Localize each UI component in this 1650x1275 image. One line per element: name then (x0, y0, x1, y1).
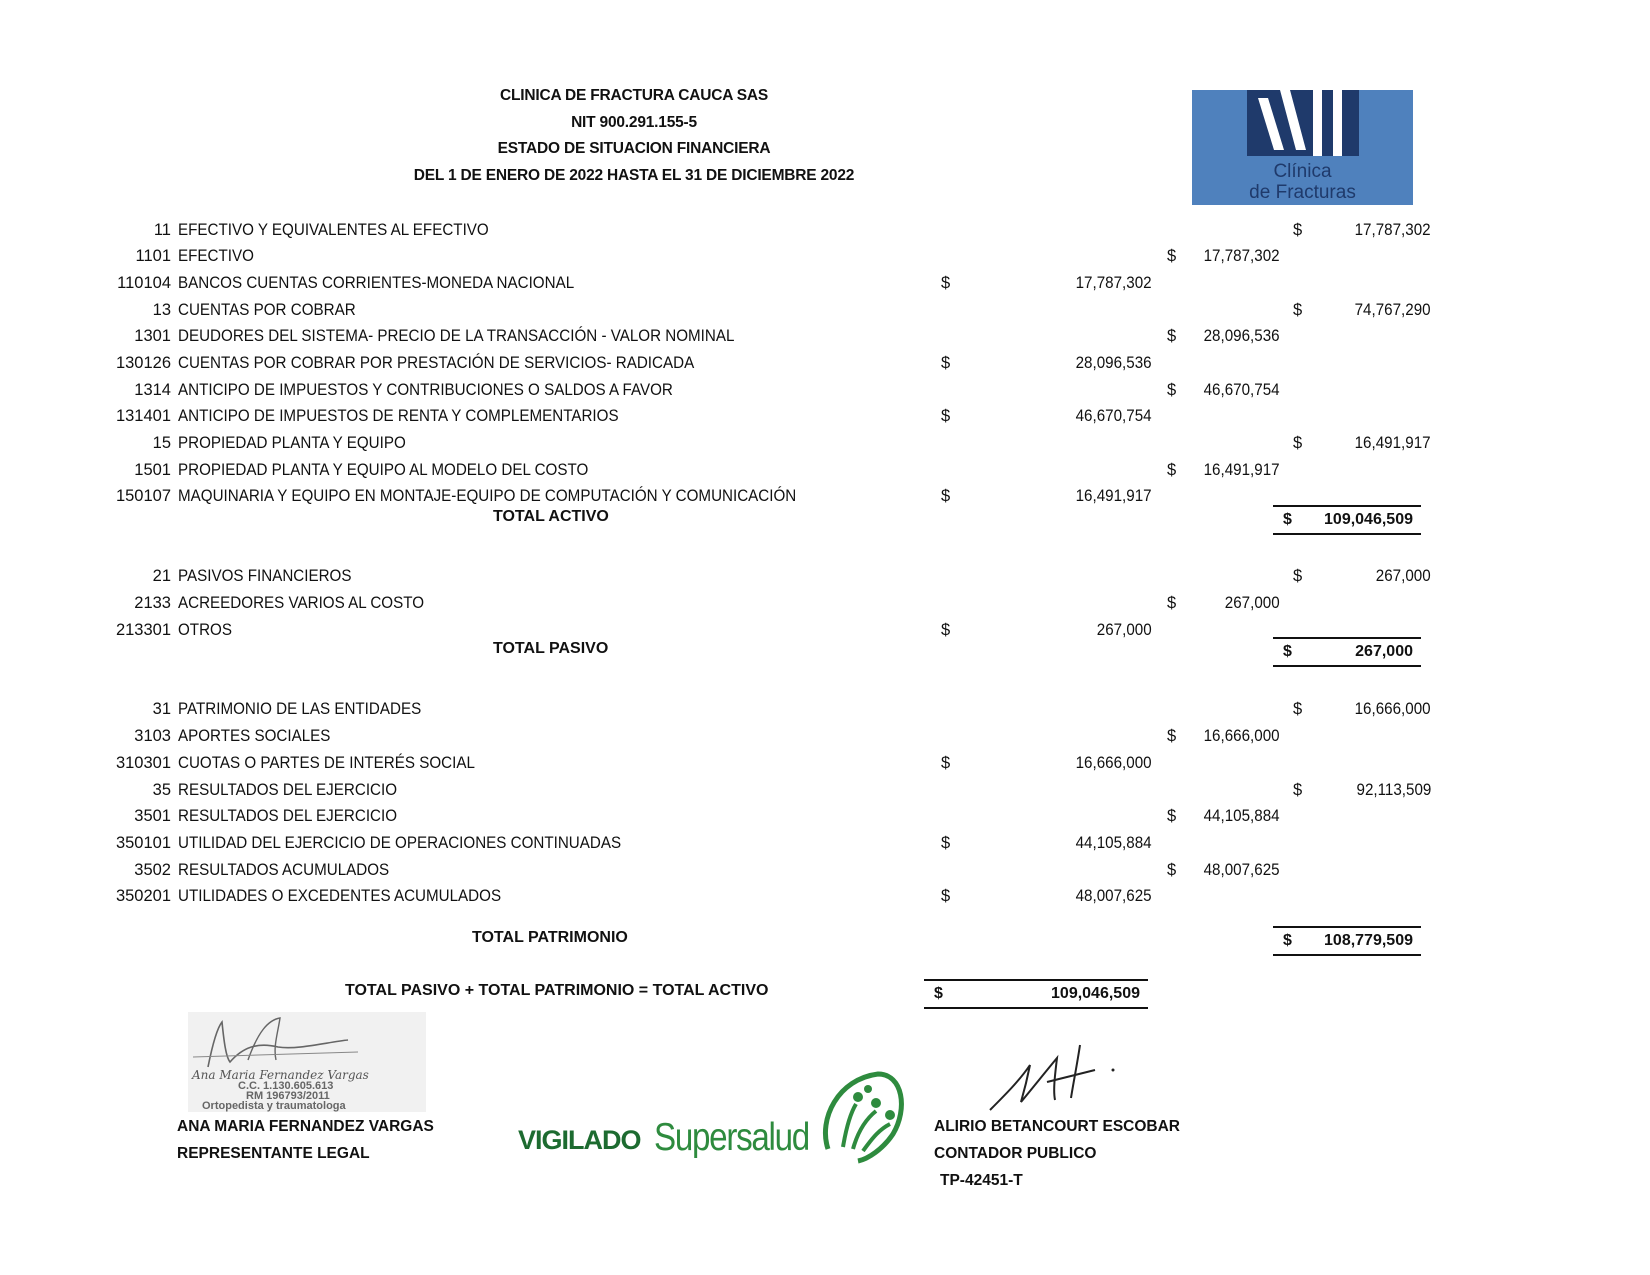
total-activo-box (1273, 505, 1421, 535)
accountant-signature-icon (985, 1040, 1125, 1120)
total-pasivo-label: TOTAL PASIVO (493, 640, 609, 657)
currency-symbol: $ (1283, 511, 1292, 528)
account-code: 11 (153, 221, 171, 239)
currency-symbol: $ (941, 487, 951, 505)
account-code: 131401 (115, 407, 171, 425)
account-amount: 28,096,536 (1204, 327, 1280, 345)
currency-symbol: $ (941, 834, 951, 852)
currency-symbol: $ (1293, 434, 1303, 452)
account-row (0, 858, 1650, 882)
account-code: 1501 (134, 461, 171, 479)
currency-symbol: $ (1293, 700, 1303, 718)
account-code: 350101 (115, 834, 171, 852)
account-code: 3502 (134, 861, 171, 879)
account-code: 3103 (134, 727, 171, 745)
account-name: ACREEDORES VARIOS AL COSTO (178, 594, 425, 612)
currency-symbol: $ (941, 354, 951, 372)
accountant-tp: TP-42451-T (940, 1172, 1023, 1189)
total-patrimonio-amount: 108,779,509 (1324, 932, 1413, 949)
currency-symbol: $ (1167, 327, 1177, 345)
account-code: 1314 (134, 381, 171, 399)
account-name: MAQUINARIA Y EQUIPO EN MONTAJE-EQUIPO DE COMPUTACIÓN Y COMUNICACIÓN (178, 487, 797, 505)
account-row (0, 804, 1650, 828)
account-amount: 16,491,917 (1076, 487, 1152, 505)
account-code: 1301 (134, 327, 171, 345)
account-name: CUOTAS O PARTES DE INTERÉS SOCIAL (178, 754, 475, 772)
account-amount: 16,666,000 (1076, 754, 1152, 772)
account-name: EFECTIVO Y EQUIVALENTES AL EFECTIVO (178, 221, 489, 239)
currency-symbol: $ (1293, 301, 1303, 319)
account-row (0, 431, 1650, 455)
clinic-logo-line1: Clínica (1273, 161, 1332, 182)
currency-symbol: $ (1167, 247, 1177, 265)
stamp-line1: Ana Maria Fernandez Vargas (192, 1068, 369, 1082)
account-name: PROPIEDAD PLANTA Y EQUIPO AL MODELO DEL COSTO (178, 461, 589, 479)
currency-symbol: $ (1283, 643, 1292, 660)
account-code: 15 (152, 434, 171, 452)
account-amount: 48,007,625 (1076, 887, 1152, 905)
currency-symbol: $ (941, 621, 951, 639)
account-row (0, 751, 1650, 775)
currency-symbol: $ (941, 887, 951, 905)
account-amount: 17,787,302 (1355, 221, 1431, 239)
account-amount: 46,670,754 (1076, 407, 1152, 425)
account-code: 1101 (135, 247, 171, 265)
account-row (0, 778, 1650, 802)
total-patrimonio-label: TOTAL PATRIMONIO (472, 929, 628, 946)
clinic-logo (1192, 90, 1413, 205)
account-amount: 16,666,000 (1204, 727, 1280, 745)
account-name: BANCOS CUENTAS CORRIENTES-MONEDA NACIONAL (178, 274, 575, 292)
account-name: RESULTADOS DEL EJERCICIO (178, 781, 398, 799)
stamp-line4: Ortopedista y traumatologa (202, 1100, 346, 1112)
handwritten-signature-icon (188, 1012, 426, 1072)
account-row (0, 404, 1650, 428)
legal-signature-stamp (188, 1012, 426, 1112)
total-activo-amount: 109,046,509 (1324, 511, 1413, 528)
account-name: OTROS (178, 621, 232, 639)
account-code: 13 (152, 301, 171, 319)
stamp-line3: RM 196793/2011 (246, 1090, 330, 1102)
currency-symbol: $ (1167, 594, 1177, 612)
account-row (0, 724, 1650, 748)
account-amount: 267,000 (1376, 567, 1431, 585)
balance-check-label: TOTAL PASIVO + TOTAL PATRIMONIO = TOTAL ACTIVO (345, 982, 769, 999)
account-row (0, 271, 1650, 295)
account-amount: 17,787,302 (1076, 274, 1152, 292)
clinic-logo-mark-icon (1192, 90, 1413, 160)
account-name: RESULTADOS DEL EJERCICIO (178, 807, 398, 825)
account-code: 130126 (115, 354, 171, 372)
balance-check-box (924, 979, 1148, 1009)
account-name: RESULTADOS ACUMULADOS (178, 861, 390, 879)
supersalud-logo (518, 1075, 908, 1165)
account-row (0, 324, 1650, 348)
account-code: 110104 (117, 274, 171, 292)
currency-symbol: $ (1293, 567, 1303, 585)
account-row (0, 351, 1650, 375)
currency-symbol: $ (941, 274, 951, 292)
currency-symbol: $ (1167, 861, 1177, 879)
account-amount: 46,670,754 (1204, 381, 1280, 399)
account-name: PATRIMONIO DE LAS ENTIDADES (178, 700, 422, 718)
currency-symbol: $ (1167, 461, 1177, 479)
account-amount: 267,000 (1225, 594, 1280, 612)
statement-title: ESTADO DE SITUACION FINANCIERA (497, 140, 771, 157)
total-pasivo-box (1273, 637, 1421, 667)
account-row (0, 378, 1650, 402)
currency-symbol: $ (1293, 221, 1303, 239)
account-amount: 17,787,302 (1204, 247, 1280, 265)
account-row (0, 697, 1650, 721)
account-row (0, 564, 1650, 588)
currency-symbol: $ (1167, 807, 1177, 825)
stamp-line2: C.C. 1.130.605.613 (238, 1080, 334, 1092)
account-name: DEUDORES DEL SISTEMA- PRECIO DE LA TRANSACCIÓN - VALOR NOMINAL (178, 327, 735, 345)
statement-period: DEL 1 DE ENERO DE 2022 HASTA EL 31 DE DICIEMBRE 2022 (413, 167, 855, 184)
account-amount: 16,491,917 (1355, 434, 1431, 452)
currency-symbol: $ (1167, 727, 1177, 745)
account-name: ANTICIPO DE IMPUESTOS DE RENTA Y COMPLEMENTARIOS (178, 407, 619, 425)
clinic-logo-line2: de Fracturas (1249, 182, 1356, 203)
account-amount: 267,000 (1097, 621, 1152, 639)
account-code: 3501 (134, 807, 171, 825)
accountant-name: ALIRIO BETANCOURT ESCOBAR (934, 1118, 1180, 1135)
company-name: CLINICA DE FRACTURA CAUCA SAS (499, 87, 769, 104)
currency-symbol: $ (941, 407, 951, 425)
account-name: EFECTIVO (178, 247, 254, 265)
total-patrimonio-box (1273, 926, 1421, 956)
account-amount: 48,007,625 (1204, 861, 1280, 879)
account-name: APORTES SOCIALES (178, 727, 331, 745)
total-activo-label: TOTAL ACTIVO (493, 508, 609, 525)
account-code: 150107 (115, 487, 171, 505)
account-row (0, 884, 1650, 908)
account-amount: 74,767,290 (1355, 301, 1431, 319)
account-name: PASIVOS FINANCIEROS (178, 567, 352, 585)
currency-symbol: $ (934, 985, 943, 1002)
account-code: 35 (152, 781, 171, 799)
account-name: CUENTAS POR COBRAR (178, 301, 356, 319)
currency-symbol: $ (941, 754, 951, 772)
account-amount: 16,491,917 (1204, 461, 1280, 479)
account-row (0, 458, 1650, 482)
account-row (0, 591, 1650, 615)
balance-check-amount: 109,046,509 (1051, 985, 1140, 1002)
account-amount: 44,105,884 (1204, 807, 1280, 825)
account-row (0, 831, 1650, 855)
supersalud-word2: Supersalud (654, 1116, 809, 1159)
account-code: 213301 (115, 621, 171, 639)
account-code: 31 (152, 700, 171, 718)
currency-symbol: $ (1283, 932, 1292, 949)
account-row (0, 218, 1650, 242)
account-name: ANTICIPO DE IMPUESTOS Y CONTRIBUCIONES O SALDOS A FAVOR (178, 381, 673, 399)
account-row (0, 298, 1650, 322)
account-name: PROPIEDAD PLANTA Y EQUIPO (178, 434, 406, 452)
total-pasivo-amount: 267,000 (1355, 643, 1413, 660)
account-amount: 28,096,536 (1076, 354, 1152, 372)
supersalud-emblem-icon (818, 1069, 908, 1164)
accountant-role: CONTADOR PUBLICO (934, 1145, 1097, 1162)
currency-symbol: $ (1167, 381, 1177, 399)
supersalud-word1: VIGILADO (518, 1125, 641, 1155)
account-amount: 16,666,000 (1355, 700, 1431, 718)
account-amount: 44,105,884 (1076, 834, 1152, 852)
account-code: 350201 (115, 887, 171, 905)
account-row (0, 244, 1650, 268)
legal-rep-role: REPRESENTANTE LEGAL (177, 1145, 370, 1162)
company-nit: NIT 900.291.155-5 (571, 114, 697, 131)
legal-rep-name: ANA MARIA FERNANDEZ VARGAS (177, 1118, 434, 1135)
account-code: 310301 (115, 754, 171, 772)
account-amount: 92,113,509 (1356, 781, 1431, 799)
account-name: UTILIDAD DEL EJERCICIO DE OPERACIONES CONTINUADAS (178, 834, 622, 852)
account-code: 21 (152, 567, 171, 585)
account-name: CUENTAS POR COBRAR POR PRESTACIÓN DE SERVICIOS- RADICADA (178, 354, 695, 372)
account-name: UTILIDADES O EXCEDENTES ACUMULADOS (178, 887, 502, 905)
account-code: 2133 (134, 594, 171, 612)
currency-symbol: $ (1293, 781, 1303, 799)
